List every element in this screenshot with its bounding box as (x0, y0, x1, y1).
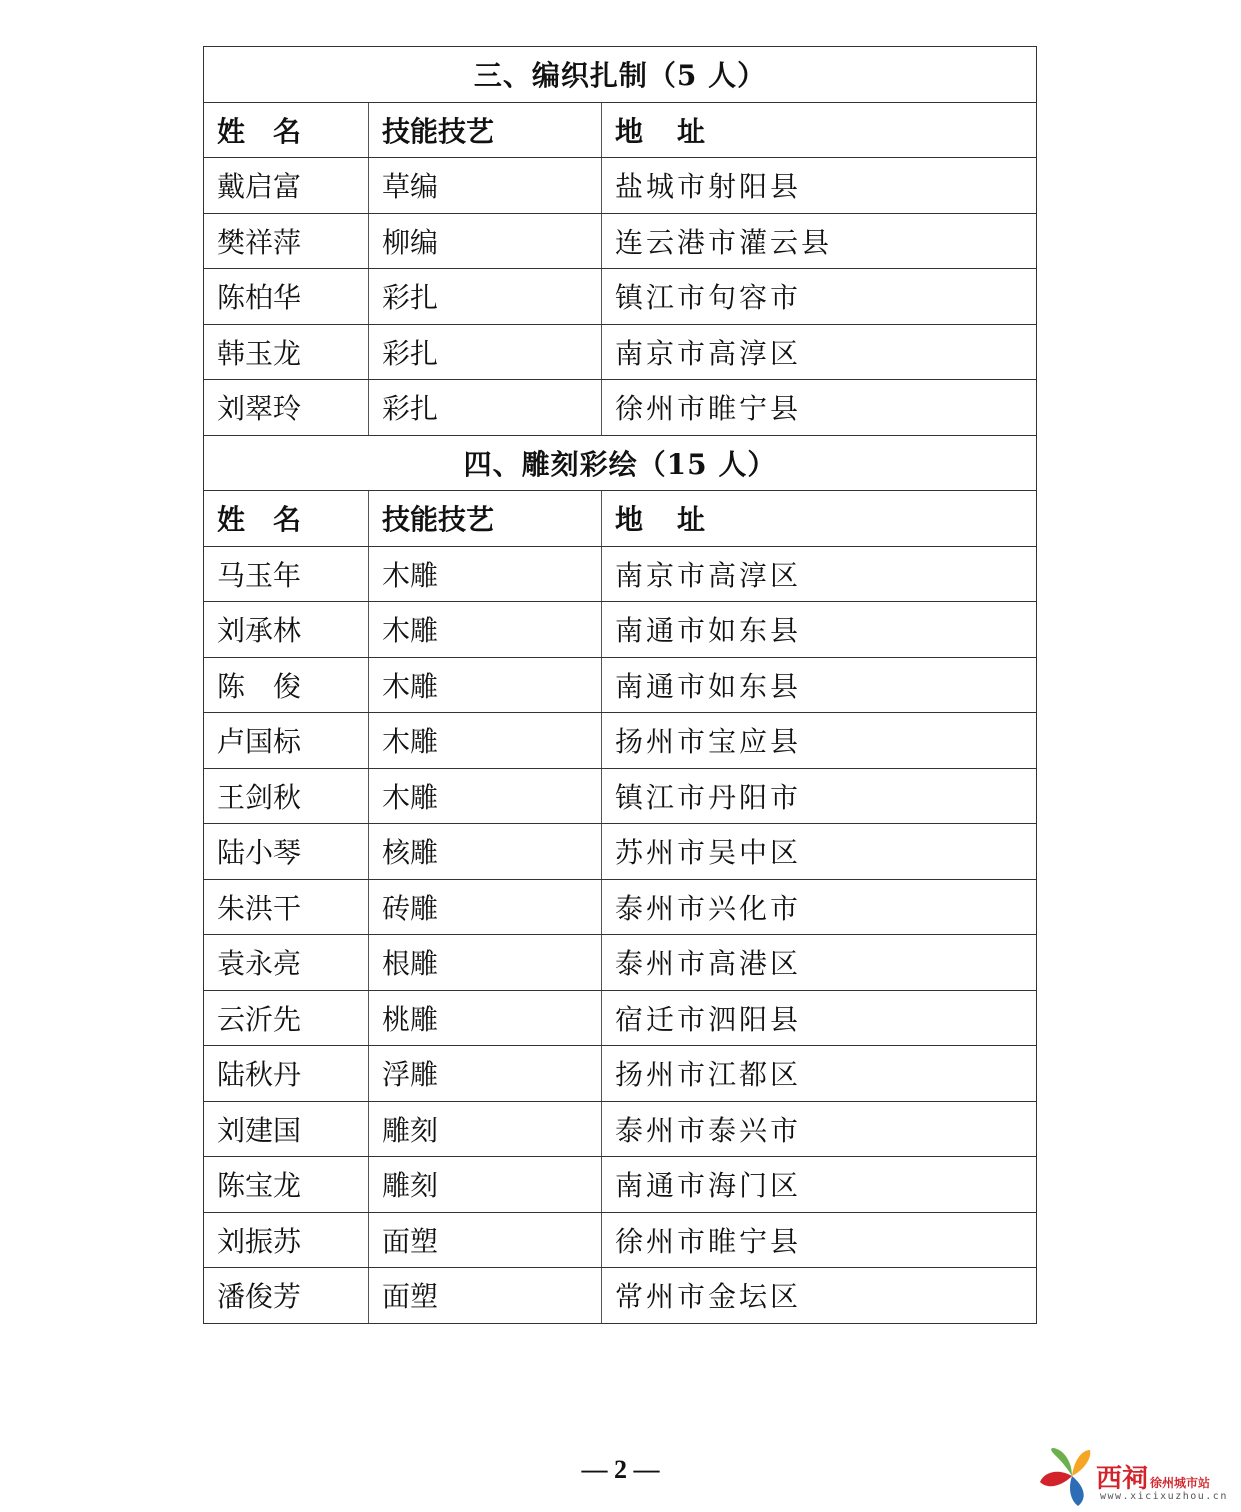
name-cell: 陈 俊 (204, 658, 369, 713)
skill-cell: 核雕 (369, 824, 602, 879)
address-cell: 苏州市吴中区 (615, 836, 802, 870)
name-cell: 袁永亮 (204, 935, 369, 990)
table-row (204, 158, 1036, 214)
pinwheel-logo-icon (1038, 1446, 1102, 1508)
skill-cell: 木雕 (369, 658, 602, 713)
table-row (204, 269, 1036, 325)
name-cell: 刘建国 (204, 1102, 369, 1157)
table-row (204, 380, 1036, 436)
skill-cell: 彩扎 (369, 269, 602, 324)
skill-cell: 柳编 (369, 214, 602, 269)
address-cell: 南京市高淳区 (615, 558, 802, 592)
address-cell: 宿迁市泗阳县 (615, 1002, 802, 1036)
table-row (204, 1268, 1036, 1324)
address-cell: 南通市海门区 (615, 1169, 802, 1203)
address-cell: 南京市高淳区 (615, 336, 802, 370)
table-row (204, 547, 1036, 603)
watermark-subtitle: 徐州城市站 (1150, 1476, 1211, 1490)
address-cell: 徐州市睢宁县 (615, 1224, 802, 1258)
header-address: 地 址 (615, 503, 709, 537)
skill-cell: 彩扎 (369, 380, 602, 435)
table-row (204, 935, 1036, 991)
address-cell: 镇江市句容市 (615, 281, 802, 315)
table-row (204, 824, 1036, 880)
table-row (204, 880, 1036, 936)
skill-cell: 木雕 (369, 713, 602, 768)
table-row (204, 658, 1036, 714)
skill-cell: 木雕 (369, 769, 602, 824)
skill-cell: 砖雕 (369, 880, 602, 935)
table-row (204, 1213, 1036, 1269)
skill-cell: 根雕 (369, 935, 602, 990)
name-cell: 刘承林 (204, 602, 369, 657)
watermark-text (1096, 1458, 1210, 1495)
table-row (204, 214, 1036, 270)
artisan-table (203, 46, 1037, 1324)
watermark-brand: 西祠 (1096, 1464, 1149, 1494)
table-row (204, 1046, 1036, 1102)
table-row (204, 1157, 1036, 1213)
name-cell: 王剑秋 (204, 769, 369, 824)
name-cell: 刘翠玲 (204, 380, 369, 435)
section-title (204, 436, 1036, 492)
skill-cell: 面塑 (369, 1268, 602, 1323)
name-cell: 云沂先 (204, 991, 369, 1046)
header-skill: 技能技艺 (369, 103, 602, 158)
name-cell: 陈柏华 (204, 269, 369, 324)
watermark-logo (1038, 1446, 1238, 1508)
address-cell: 泰州市泰兴市 (615, 1113, 802, 1147)
name-cell: 樊祥萍 (204, 214, 369, 269)
table-row (204, 602, 1036, 658)
skill-cell: 草编 (369, 158, 602, 213)
name-cell: 陆小琴 (204, 824, 369, 879)
name-cell: 刘振苏 (204, 1213, 369, 1268)
name-cell: 卢国标 (204, 713, 369, 768)
header-address: 地 址 (615, 114, 709, 148)
skill-cell: 雕刻 (369, 1157, 602, 1212)
skill-cell: 木雕 (369, 547, 602, 602)
name-cell: 陈宝龙 (204, 1157, 369, 1212)
section-title-text: 三、编织扎制（5 人） (473, 59, 767, 93)
header-row (204, 491, 1036, 547)
table-row (204, 1102, 1036, 1158)
address-cell: 扬州市江都区 (615, 1058, 802, 1092)
watermark-url: www.xicixuzhou.cn (1100, 1491, 1228, 1502)
address-cell: 泰州市兴化市 (615, 891, 802, 925)
header-name: 姓 名 (204, 491, 369, 546)
address-cell: 镇江市丹阳市 (615, 780, 802, 814)
skill-cell: 雕刻 (369, 1102, 602, 1157)
address-cell: 泰州市高港区 (615, 947, 802, 981)
address-cell: 盐城市射阳县 (615, 170, 802, 204)
address-cell: 连云港市灌云县 (615, 225, 833, 259)
name-cell: 陆秋丹 (204, 1046, 369, 1101)
skill-cell: 彩扎 (369, 325, 602, 380)
name-cell: 马玉年 (204, 547, 369, 602)
address-cell: 南通市如东县 (615, 669, 802, 703)
header-row (204, 103, 1036, 159)
name-cell: 潘俊芳 (204, 1268, 369, 1323)
table-row (204, 991, 1036, 1047)
header-skill: 技能技艺 (369, 491, 602, 546)
table-row (204, 713, 1036, 769)
skill-cell: 桃雕 (369, 991, 602, 1046)
address-cell: 扬州市宝应县 (615, 725, 802, 759)
page-number: — 2 — (581, 1455, 660, 1484)
table-row (204, 769, 1036, 825)
address-cell: 徐州市睢宁县 (615, 392, 802, 426)
skill-cell: 浮雕 (369, 1046, 602, 1101)
section-title-text: 四、雕刻彩绘（15 人） (463, 447, 777, 481)
skill-cell: 木雕 (369, 602, 602, 657)
table-row (204, 325, 1036, 381)
header-name: 姓 名 (204, 103, 369, 158)
section-title (204, 47, 1036, 103)
address-cell: 常州市金坛区 (615, 1280, 802, 1314)
name-cell: 朱洪干 (204, 880, 369, 935)
address-cell: 南通市如东县 (615, 614, 802, 648)
name-cell: 韩玉龙 (204, 325, 369, 380)
skill-cell: 面塑 (369, 1213, 602, 1268)
name-cell: 戴启富 (204, 158, 369, 213)
